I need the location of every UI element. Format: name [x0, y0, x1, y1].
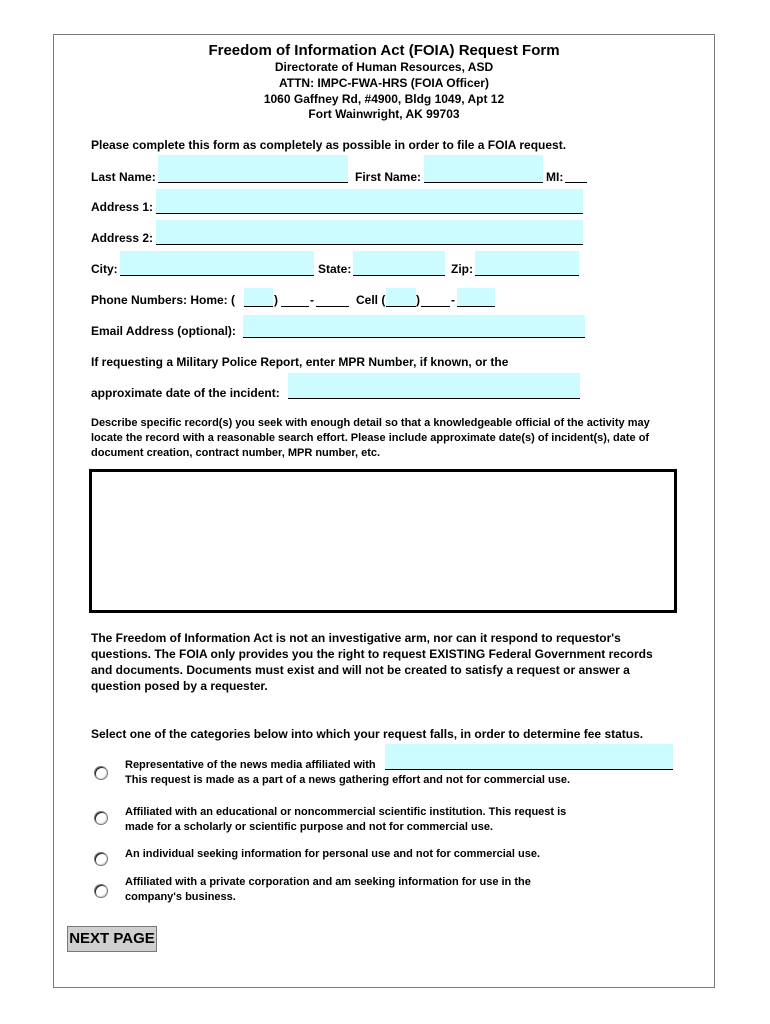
category-prompt: Select one of the categories below into which your request falls, in order to determine fee status.	[91, 727, 644, 741]
option-educational-line2: made for a scholarly or scientific purpose and not for commercial use.	[125, 821, 493, 833]
zip-label: Zip:	[451, 262, 473, 276]
option-educational-line1: Affiliated with an educational or noncommercial scientific institution. This request is	[125, 806, 567, 818]
mi-label: MI:	[546, 170, 564, 184]
cell-label: Cell (	[356, 293, 386, 307]
option-personal-use: An individual seeking information for personal use and not for commercial use.	[125, 848, 541, 860]
state-label: State:	[318, 262, 352, 276]
form-title: Freedom of Information Act (FOIA) Request Form	[208, 42, 560, 59]
header-line-3: 1060 Gaffney Rd, #4900, Bldg 1049, Apt 12	[263, 92, 505, 106]
option-news-media-line2: This request is made as a part of a news gathering effort and not for commercial use.	[125, 774, 570, 786]
radio-private-corporation[interactable]	[94, 884, 108, 898]
address1-input[interactable]	[156, 189, 583, 214]
news-media-affiliation-input[interactable]	[385, 744, 673, 770]
email-label: Email Address (optional):	[91, 324, 236, 338]
cell-number-input[interactable]	[457, 288, 495, 307]
home-paren-close: )	[274, 293, 278, 307]
describe-instructions: Describe specific record(s) you seek with enough detail so that a knowledgeable official of the activity may locate the record with a reasonable search effort. Please include approximate date(s) of incident(s), date of document creation, contract number, MPR number, etc.	[91, 417, 650, 459]
first-name-input[interactable]	[424, 155, 543, 183]
option-news-media-line1: Representative of the news media affiliated with	[125, 759, 376, 771]
home-prefix-input[interactable]	[281, 293, 309, 307]
home-number-input[interactable]	[316, 293, 349, 307]
mpr-input[interactable]	[288, 373, 580, 399]
cell-paren-close: )	[416, 293, 420, 307]
mpr-line-2: approximate date of the incident:	[91, 386, 280, 400]
home-area-code-input[interactable]	[244, 288, 273, 307]
radio-educational[interactable]	[94, 811, 108, 825]
cell-dash: -	[451, 293, 455, 307]
home-dash: -	[310, 293, 314, 307]
foia-disclaimer: The Freedom of Information Act is not an investigative arm, nor can it respond to requestor's questions. The FOIA only provides you the right to request EXISTING Federal Government records and documents. Documents must exist and will not be created to satisfy a request or answer a question posed by a requester.	[91, 631, 653, 693]
option-private-corporation-line1: Affiliated with a private corporation and am seeking information for use in the	[125, 876, 531, 888]
address1-label: Address 1:	[91, 200, 154, 214]
intro-text: Please complete this form as completely as possible in order to file a FOIA request.	[91, 138, 567, 152]
header-line-2: ATTN: IMPC-FWA-HRS (FOIA Officer)	[279, 76, 489, 90]
zip-input[interactable]	[475, 251, 579, 276]
last-name-input[interactable]	[158, 155, 348, 183]
option-private-corporation	[125, 875, 531, 905]
city-input[interactable]	[120, 251, 314, 276]
last-name-label: Last Name:	[91, 170, 156, 184]
city-label: City:	[91, 262, 118, 276]
radio-personal-use[interactable]	[94, 852, 108, 866]
header-line-4: Fort Wainwright, AK 99703	[308, 107, 460, 121]
phone-label: Phone Numbers: Home: (	[91, 293, 236, 307]
state-input[interactable]	[353, 251, 445, 276]
option-educational	[125, 805, 566, 835]
email-input[interactable]	[243, 315, 585, 338]
cell-area-code-input[interactable]	[386, 288, 416, 307]
record-description-textarea[interactable]	[89, 469, 677, 613]
option-private-corporation-line2: company's business.	[125, 891, 236, 903]
header-line-1: Directorate of Human Resources, ASD	[274, 60, 494, 74]
address2-label: Address 2:	[91, 231, 154, 245]
next-page-button[interactable]: NEXT PAGE	[67, 926, 157, 952]
mi-input[interactable]	[565, 168, 587, 183]
first-name-label: First Name:	[355, 170, 422, 184]
radio-news-media[interactable]	[94, 766, 108, 780]
cell-prefix-input[interactable]	[421, 293, 450, 307]
mpr-line-1: If requesting a Military Police Report, enter MPR Number, if known, or the	[91, 355, 509, 369]
address2-input[interactable]	[156, 220, 583, 245]
